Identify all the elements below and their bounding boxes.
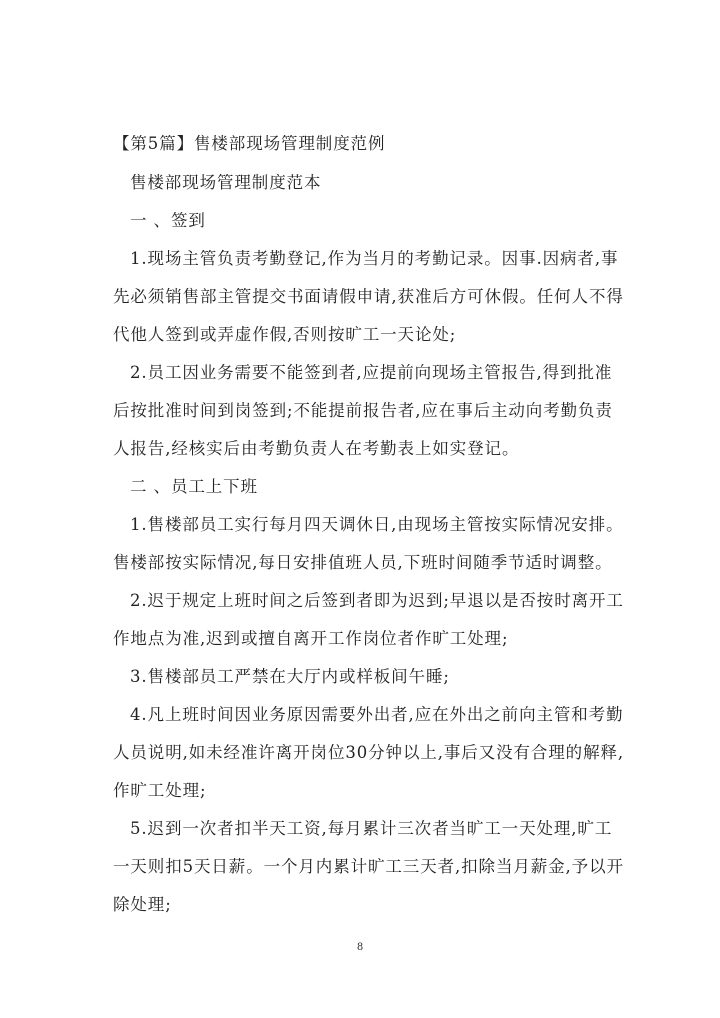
text-line: 除处理; bbox=[113, 895, 172, 914]
text-line: 5.迟到一次者扣半天工资,每月累计三次者当旷工一天处理,旷工 bbox=[130, 819, 613, 838]
section-heading: 二 、员工上下班 bbox=[130, 477, 258, 496]
text-line: 2.员工因业务需要不能签到者,应提前向现场主管报告,得到批准 bbox=[130, 363, 613, 382]
text-line: 人员说明,如未经准许离开岗位30分钟以上,事后又没有合理的解释, bbox=[113, 743, 625, 762]
text-line: 人报告,经核实后由考勤负责人在考勤表上如实登记。 bbox=[113, 439, 520, 458]
text-line: 先必须销售部主管提交书面请假申请,获准后方可休假。任何人不得 bbox=[113, 287, 624, 306]
text-line: 作旷工处理; bbox=[113, 781, 207, 800]
section-heading: 一 、签到 bbox=[130, 211, 206, 230]
document-title: 【第5篇】售楼部现场管理制度范例 bbox=[113, 134, 386, 153]
page-number: 8 bbox=[356, 942, 364, 953]
text-line: 后按批准时间到岗签到;不能提前报告者,应在事后主动向考勤负责 bbox=[113, 401, 613, 420]
text-line: 4.凡上班时间因业务原因需要外出者,应在外出之前向主管和考勤 bbox=[130, 705, 624, 724]
text-line: 3.售楼部员工严禁在大厅内或样板间午睡; bbox=[130, 667, 450, 686]
text-line: 1.现场主管负责考勤登记,作为当月的考勤记录。因事.因病者,事 bbox=[130, 249, 619, 268]
text-line: 一天则扣5天日薪。一个月内累计旷工三天者,扣除当月薪金,予以开 bbox=[113, 857, 624, 876]
document-subtitle: 售楼部现场管理制度范本 bbox=[130, 173, 322, 192]
text-line: 作地点为准,迟到或擅自离开工作岗位者作旷工处理; bbox=[113, 629, 509, 648]
text-line: 代他人签到或弄虚作假,否则按旷工一天论处; bbox=[113, 325, 457, 344]
text-line: 1.售楼部员工实行每月四天调休日,由现场主管按实际情况安排。 bbox=[130, 515, 624, 534]
text-line: 2.迟于规定上班时间之后签到者即为迟到;早退以是否按时离开工 bbox=[130, 591, 624, 610]
text-line: 售楼部按实际情况,每日安排值班人员,下班时间随季节适时调整。 bbox=[113, 553, 613, 572]
